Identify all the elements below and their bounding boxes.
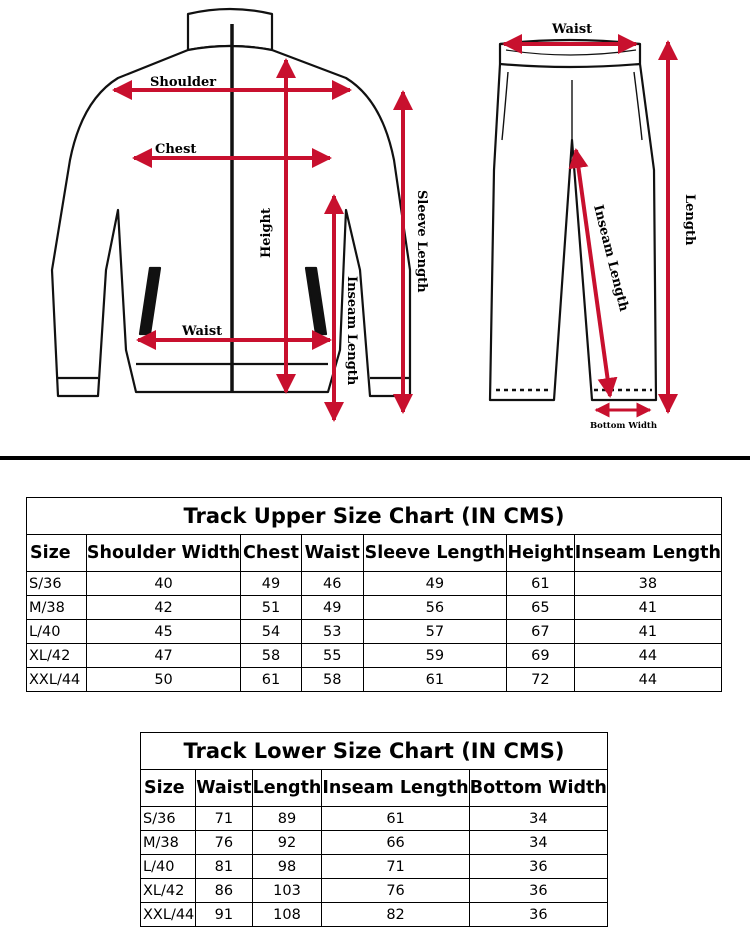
table-cell: 50 bbox=[86, 668, 240, 692]
bottom-width-label: Bottom Width bbox=[590, 421, 658, 431]
size-cell: M/38 bbox=[27, 596, 87, 620]
table-cell: 76 bbox=[196, 831, 252, 855]
table-cell: 44 bbox=[574, 644, 721, 668]
size-cell: XL/42 bbox=[27, 644, 87, 668]
pants-drawing bbox=[490, 40, 656, 400]
table-cell: 69 bbox=[507, 644, 575, 668]
jacket-waist-label: Waist bbox=[182, 324, 223, 339]
table-cell: 42 bbox=[86, 596, 240, 620]
jacket-inseam-label: Inseam Length bbox=[344, 276, 359, 386]
table-cell: 71 bbox=[196, 807, 252, 831]
pants-length-label: Length bbox=[682, 194, 697, 246]
column-header: Inseam Length bbox=[322, 770, 469, 807]
table-row bbox=[141, 879, 608, 903]
upper-chart-title: Track Upper Size Chart (IN CMS) bbox=[27, 498, 722, 535]
table-row bbox=[27, 668, 722, 692]
upper-header-row bbox=[27, 535, 722, 572]
column-header: Height bbox=[507, 535, 575, 572]
table-cell: 40 bbox=[86, 572, 240, 596]
table-cell: 91 bbox=[196, 903, 252, 927]
table-cell: 81 bbox=[196, 855, 252, 879]
table-row bbox=[27, 596, 722, 620]
column-header: Size bbox=[27, 535, 87, 572]
column-header: Chest bbox=[241, 535, 302, 572]
table-cell: 71 bbox=[322, 855, 469, 879]
column-header: Size bbox=[141, 770, 196, 807]
table-cell: 89 bbox=[252, 807, 322, 831]
column-header: Sleeve Length bbox=[363, 535, 506, 572]
size-cell: L/40 bbox=[27, 620, 87, 644]
table-cell: 61 bbox=[322, 807, 469, 831]
table-cell: 92 bbox=[252, 831, 322, 855]
garment-illustration bbox=[0, 0, 750, 440]
lower-size-chart bbox=[140, 732, 608, 927]
size-cell: M/38 bbox=[141, 831, 196, 855]
table-cell: 76 bbox=[322, 879, 469, 903]
column-header: Bottom Width bbox=[469, 770, 607, 807]
table-cell: 47 bbox=[86, 644, 240, 668]
lower-title-row bbox=[141, 733, 608, 770]
table-cell: 49 bbox=[301, 596, 363, 620]
sleeve-length-label: Sleeve Length bbox=[414, 190, 429, 293]
height-label: Height bbox=[259, 207, 274, 258]
table-cell: 61 bbox=[363, 668, 506, 692]
table-cell: 55 bbox=[301, 644, 363, 668]
table-cell: 98 bbox=[252, 855, 322, 879]
upper-title-row bbox=[27, 498, 722, 535]
table-cell: 46 bbox=[301, 572, 363, 596]
section-divider bbox=[0, 456, 750, 460]
table-cell: 58 bbox=[301, 668, 363, 692]
table-cell: 58 bbox=[241, 644, 302, 668]
table-cell: 36 bbox=[469, 903, 607, 927]
size-cell: XXL/44 bbox=[141, 903, 196, 927]
table-cell: 36 bbox=[469, 879, 607, 903]
column-header: Length bbox=[252, 770, 322, 807]
table-row bbox=[141, 831, 608, 855]
column-header: Shoulder Width bbox=[86, 535, 240, 572]
table-cell: 108 bbox=[252, 903, 322, 927]
lower-chart-title: Track Lower Size Chart (IN CMS) bbox=[141, 733, 608, 770]
size-cell: S/36 bbox=[27, 572, 87, 596]
table-cell: 51 bbox=[241, 596, 302, 620]
table-row bbox=[141, 855, 608, 879]
table-row bbox=[141, 807, 608, 831]
table-cell: 59 bbox=[363, 644, 506, 668]
column-header: Waist bbox=[301, 535, 363, 572]
pants-inseam-label: Inseam Length bbox=[590, 203, 632, 313]
table-row bbox=[27, 620, 722, 644]
size-cell: S/36 bbox=[141, 807, 196, 831]
column-header: Waist bbox=[196, 770, 252, 807]
table-cell: 36 bbox=[469, 855, 607, 879]
table-cell: 57 bbox=[363, 620, 506, 644]
table-cell: 38 bbox=[574, 572, 721, 596]
table-cell: 66 bbox=[322, 831, 469, 855]
table-row bbox=[27, 644, 722, 668]
table-cell: 103 bbox=[252, 879, 322, 903]
size-diagram bbox=[0, 0, 750, 440]
table-cell: 54 bbox=[241, 620, 302, 644]
size-cell: L/40 bbox=[141, 855, 196, 879]
shoulder-label: Shoulder bbox=[150, 75, 217, 90]
table-cell: 45 bbox=[86, 620, 240, 644]
table-cell: 72 bbox=[507, 668, 575, 692]
table-cell: 65 bbox=[507, 596, 575, 620]
table-cell: 34 bbox=[469, 807, 607, 831]
size-cell: XL/42 bbox=[141, 879, 196, 903]
table-cell: 61 bbox=[507, 572, 575, 596]
table-cell: 86 bbox=[196, 879, 252, 903]
table-cell: 49 bbox=[241, 572, 302, 596]
lower-header-row bbox=[141, 770, 608, 807]
table-cell: 56 bbox=[363, 596, 506, 620]
table-cell: 44 bbox=[574, 668, 721, 692]
table-cell: 34 bbox=[469, 831, 607, 855]
upper-chart-body bbox=[27, 572, 722, 692]
chest-label: Chest bbox=[155, 142, 197, 157]
pants-waist-label: Waist bbox=[552, 22, 593, 37]
size-cell: XXL/44 bbox=[27, 668, 87, 692]
table-cell: 41 bbox=[574, 596, 721, 620]
table-cell: 61 bbox=[241, 668, 302, 692]
lower-chart-body bbox=[141, 807, 608, 927]
table-cell: 67 bbox=[507, 620, 575, 644]
table-row bbox=[27, 572, 722, 596]
table-cell: 53 bbox=[301, 620, 363, 644]
table-cell: 41 bbox=[574, 620, 721, 644]
table-cell: 82 bbox=[322, 903, 469, 927]
upper-size-chart bbox=[26, 497, 722, 692]
column-header: Inseam Length bbox=[574, 535, 721, 572]
table-cell: 49 bbox=[363, 572, 506, 596]
table-row bbox=[141, 903, 608, 927]
